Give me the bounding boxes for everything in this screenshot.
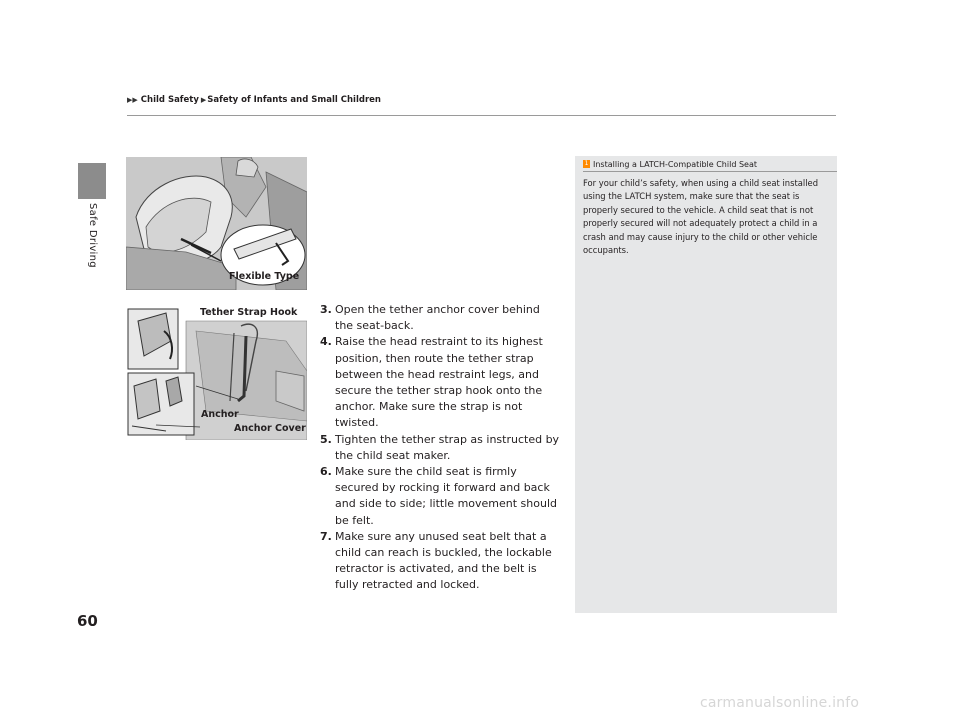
step-number: 7.: [320, 529, 332, 543]
step-item: [320, 334, 560, 431]
step-item: [320, 432, 560, 464]
step-item: [320, 529, 560, 594]
section-tab-label: Safe Driving: [87, 203, 98, 268]
header-divider: [127, 115, 836, 116]
step-text: Make sure the child seat is firmly secured by rocking it forward and back and side to side; little movement should be felt.: [335, 465, 557, 527]
step-text: Open the tether anchor cover behind the seat-back.: [335, 303, 540, 333]
note-badge-icon: 1: [584, 160, 589, 167]
instruction-steps: [320, 302, 560, 594]
note-title-text: Installing a LATCH-Compatible Child Seat: [593, 159, 757, 169]
step-text: Raise the head restraint to its highest position, then route the tether strap between the head restraint legs, and secure the tether strap hook onto the anchor. Make sure the strap is not twisted.: [335, 335, 543, 430]
tether-strap-hook-label: Tether Strap Hook: [200, 307, 298, 318]
note-body: For your child’s safety, when using a child seat installed using the LATCH system, make sure that the seat is properly secured to the vehicle. A child seat that is not properly secured will not adequately protect a child in a crash and may cause injury to the child or other vehicle occupants.: [583, 178, 819, 256]
section-tab-marker: [78, 163, 106, 199]
watermark: carmanualsonline.info: [700, 695, 860, 711]
anchor-cover-label: Anchor Cover: [234, 423, 306, 434]
breadcrumb-arrow-icon: ▶▶: [127, 96, 138, 104]
step-number: 3.: [320, 303, 332, 316]
flexible-type-label: Flexible Type: [229, 271, 300, 282]
breadcrumb: [127, 95, 381, 105]
step-text: Tighten the tether strap as instructed by the child seat maker.: [335, 432, 560, 462]
info-note-panel: [575, 156, 837, 613]
anchor-label: Anchor: [201, 409, 239, 420]
step-text: Make sure any unused seat belt that a child can reach is buckled, the lockable retractor is activated, and the belt is fully retracted and locked.: [335, 529, 552, 592]
step-number: 6.: [320, 465, 332, 479]
breadcrumb-level1[interactable]: Child Safety: [140, 95, 199, 105]
step-item: [320, 302, 560, 334]
step-number: 5.: [320, 432, 332, 446]
step-number: 4.: [320, 335, 332, 349]
note-divider: [583, 171, 837, 172]
breadcrumb-level2[interactable]: Safety of Infants and Small Children: [207, 95, 381, 105]
note-title: [583, 158, 829, 170]
page-number: 60: [77, 612, 98, 630]
step-item: [320, 464, 560, 529]
breadcrumb-arrow-icon: ▶: [200, 96, 207, 104]
